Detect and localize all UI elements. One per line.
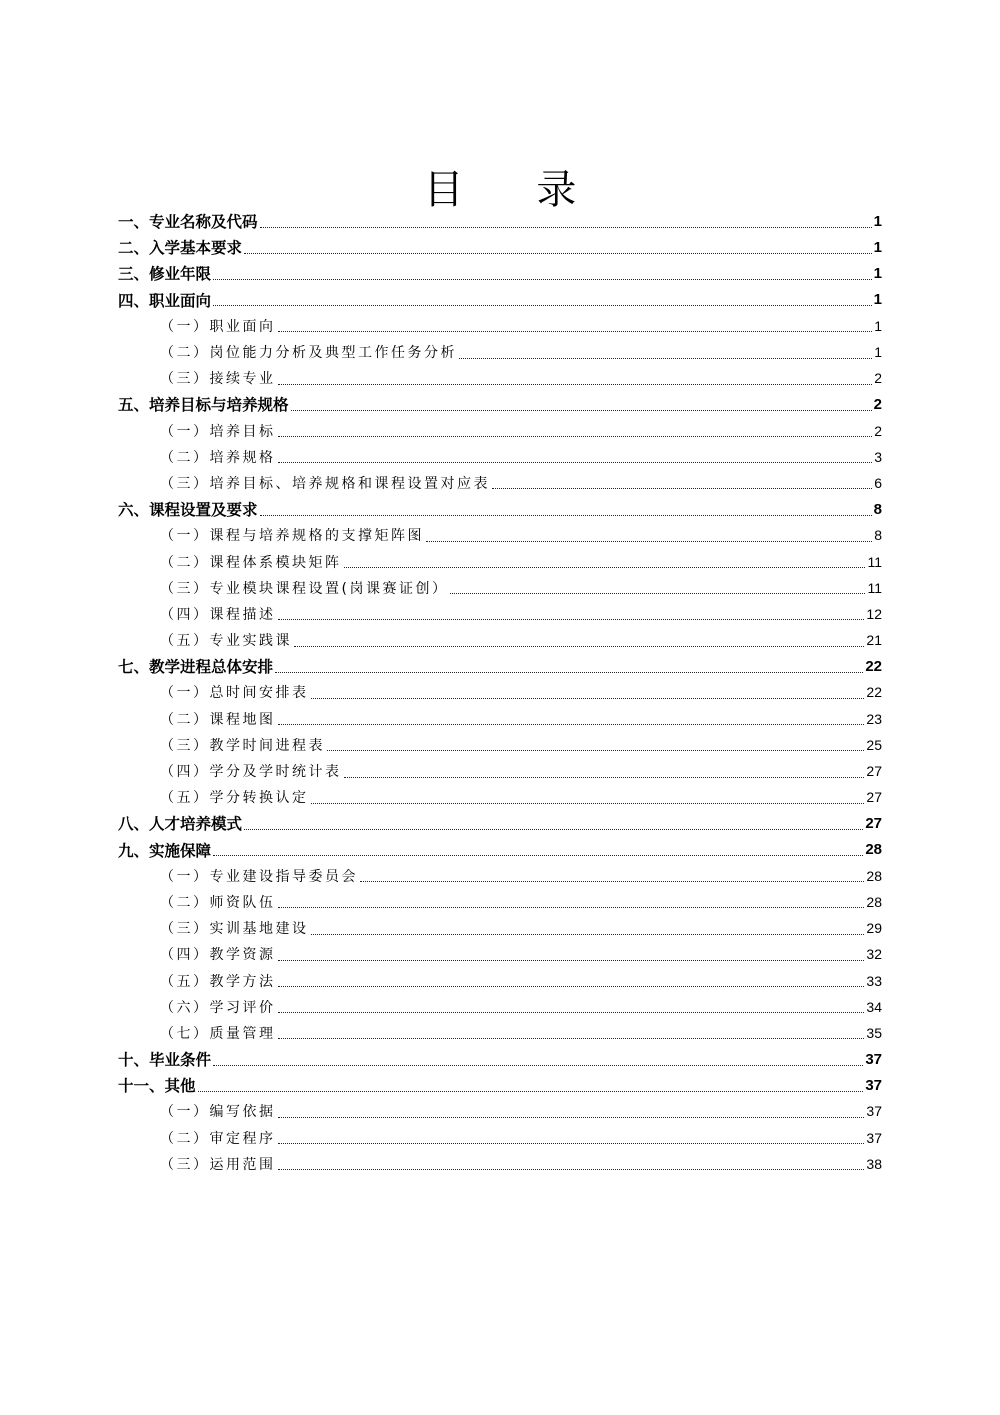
toc-section-entry[interactable] bbox=[118, 758, 882, 784]
toc-section-entry[interactable] bbox=[118, 915, 882, 941]
toc-section-entry[interactable] bbox=[118, 575, 882, 601]
toc-section-entry[interactable] bbox=[118, 784, 882, 810]
toc-page-number: 37 bbox=[865, 1050, 882, 1068]
toc-page-number: 23 bbox=[866, 710, 882, 727]
toc-chapter-entry[interactable] bbox=[118, 810, 882, 836]
toc-entry-label: （七）质量管理 bbox=[160, 1025, 276, 1042]
toc-section-entry[interactable] bbox=[118, 679, 882, 705]
toc-entry-label: （四）课程描述 bbox=[160, 606, 276, 623]
toc-chapter-entry[interactable] bbox=[118, 260, 882, 286]
toc-entry-label: （一）总时间安排表 bbox=[160, 685, 309, 702]
toc-page-number: 25 bbox=[866, 736, 882, 753]
toc-entry-label: 二、入学基本要求 bbox=[118, 239, 243, 258]
toc-dot-leader bbox=[260, 515, 872, 516]
toc-entry-label: （三）运用范围 bbox=[160, 1156, 276, 1173]
toc-entry-label: 五、培养目标与培养规格 bbox=[118, 396, 289, 415]
toc-dot-leader bbox=[278, 1117, 865, 1118]
toc-page-number: 37 bbox=[865, 1076, 882, 1094]
toc-dot-leader bbox=[260, 227, 872, 228]
toc-dot-leader bbox=[278, 619, 865, 620]
toc-dot-leader bbox=[311, 934, 865, 935]
toc-page-number: 22 bbox=[865, 657, 882, 675]
toc-page-number: 32 bbox=[866, 946, 882, 963]
toc-section-entry[interactable] bbox=[118, 365, 882, 391]
toc-chapter-entry[interactable] bbox=[118, 837, 882, 863]
toc-chapter-entry[interactable] bbox=[118, 287, 882, 313]
toc-entry-label: （二）课程体系模块矩阵 bbox=[160, 554, 342, 571]
toc-entry-label: （二）培养规格 bbox=[160, 449, 276, 466]
toc-dot-leader bbox=[278, 1143, 865, 1144]
toc-section-entry[interactable] bbox=[118, 863, 882, 889]
toc-section-entry[interactable] bbox=[118, 1151, 882, 1177]
toc-dot-leader bbox=[278, 960, 865, 961]
toc-entry-label: （五）学分转换认定 bbox=[160, 790, 309, 807]
toc-dot-leader bbox=[459, 358, 872, 359]
toc-page-number: 34 bbox=[866, 998, 882, 1015]
toc-entry-label: （三）培养目标、培养规格和课程设置对应表 bbox=[160, 475, 490, 492]
toc-page-number: 28 bbox=[865, 841, 882, 859]
toc-entry-label: （四）学分及学时统计表 bbox=[160, 764, 342, 781]
toc-entry-label: （四）教学资源 bbox=[160, 947, 276, 964]
toc-chapter-entry[interactable] bbox=[118, 496, 882, 522]
toc-entry-label: 一、专业名称及代码 bbox=[118, 213, 258, 232]
toc-dot-leader bbox=[327, 750, 864, 751]
toc-dot-leader bbox=[278, 986, 865, 987]
toc-section-entry[interactable] bbox=[118, 941, 882, 967]
toc-entry-label: （二）师资队伍 bbox=[160, 894, 276, 911]
toc-entry-label: （五）教学方法 bbox=[160, 973, 276, 990]
toc-dot-leader bbox=[278, 1038, 865, 1039]
toc-entry-label: （一）专业建设指导委员会 bbox=[160, 868, 358, 885]
toc-dot-leader bbox=[344, 777, 865, 778]
toc-section-entry[interactable] bbox=[118, 601, 882, 627]
toc-dot-leader bbox=[360, 881, 864, 882]
toc-page-number: 21 bbox=[866, 632, 882, 649]
toc-dot-leader bbox=[344, 567, 866, 568]
toc-entry-label: 七、教学进程总体安排 bbox=[118, 658, 274, 677]
toc-section-entry[interactable] bbox=[118, 1098, 882, 1124]
toc-page-number: 27 bbox=[866, 789, 882, 806]
toc-page-number: 3 bbox=[874, 448, 882, 465]
toc-dot-leader bbox=[450, 593, 865, 594]
toc-entry-label: （三）接续专业 bbox=[160, 371, 276, 388]
toc-entry-label: 八、人才培养模式 bbox=[118, 815, 243, 834]
toc-page-number: 1 bbox=[874, 344, 882, 361]
toc-chapter-entry[interactable] bbox=[118, 1046, 882, 1072]
toc-entry-label: （一）职业面向 bbox=[160, 318, 276, 335]
toc-dot-leader bbox=[291, 410, 872, 411]
toc-section-entry[interactable] bbox=[118, 1020, 882, 1046]
toc-dot-leader bbox=[294, 646, 864, 647]
toc-dot-leader bbox=[213, 1065, 863, 1066]
toc-dot-leader bbox=[275, 672, 863, 673]
toc-dot-leader bbox=[244, 253, 872, 254]
toc-dot-leader bbox=[311, 803, 865, 804]
toc-entry-label: （一）编写依据 bbox=[160, 1104, 276, 1121]
toc-entry-label: 六、课程设置及要求 bbox=[118, 501, 258, 520]
toc-page-number: 28 bbox=[866, 893, 882, 910]
toc-section-entry[interactable] bbox=[118, 418, 882, 444]
toc-section-entry[interactable] bbox=[118, 339, 882, 365]
toc-entry-label: （二）课程地图 bbox=[160, 711, 276, 728]
toc-entry-label: 三、修业年限 bbox=[118, 265, 212, 284]
toc-dot-leader bbox=[278, 384, 873, 385]
toc-section-entry[interactable] bbox=[118, 967, 882, 993]
toc-entry-label: （三）实训基地建设 bbox=[160, 921, 309, 938]
toc-page-number: 2 bbox=[874, 370, 882, 387]
toc-chapter-entry[interactable] bbox=[118, 208, 882, 234]
toc-dot-leader bbox=[278, 1012, 865, 1013]
toc-section-entry[interactable] bbox=[118, 522, 882, 548]
toc-page-number: 27 bbox=[866, 763, 882, 780]
toc-page-number: 11 bbox=[867, 579, 882, 596]
toc-dot-leader bbox=[311, 698, 865, 699]
toc-page-number: 22 bbox=[866, 684, 882, 701]
toc-page-number: 29 bbox=[866, 920, 882, 937]
toc-dot-leader bbox=[278, 331, 873, 332]
toc-page-number: 8 bbox=[874, 527, 882, 544]
toc-dot-leader bbox=[278, 907, 865, 908]
toc-page-number: 2 bbox=[873, 395, 882, 413]
toc-page-number: 12 bbox=[866, 605, 882, 622]
toc-dot-leader bbox=[198, 1091, 864, 1092]
toc-chapter-entry[interactable] bbox=[118, 391, 882, 417]
toc-chapter-entry[interactable] bbox=[118, 1072, 882, 1098]
toc-dot-leader bbox=[492, 488, 872, 489]
toc-page-number: 37 bbox=[866, 1103, 882, 1120]
toc-dot-leader bbox=[278, 1169, 865, 1170]
toc-page-number: 27 bbox=[865, 814, 882, 832]
toc-entry-label: （一）培养目标 bbox=[160, 423, 276, 440]
table-of-contents bbox=[118, 208, 882, 1177]
toc-page-number: 37 bbox=[866, 1129, 882, 1146]
toc-page-number: 1 bbox=[873, 291, 882, 309]
toc-entry-label: 四、职业面向 bbox=[118, 291, 212, 310]
toc-dot-leader bbox=[244, 829, 863, 830]
toc-entry-label: （一）课程与培养规格的支撑矩阵图 bbox=[160, 528, 424, 545]
toc-dot-leader bbox=[213, 855, 863, 856]
toc-dot-leader bbox=[278, 724, 865, 725]
toc-chapter-entry[interactable] bbox=[118, 234, 882, 260]
toc-entry-label: （三）教学时间进程表 bbox=[160, 737, 325, 754]
toc-page-number: 1 bbox=[873, 238, 882, 256]
toc-section-entry[interactable] bbox=[118, 627, 882, 653]
toc-page-number: 38 bbox=[866, 1155, 882, 1172]
toc-chapter-entry[interactable] bbox=[118, 653, 882, 679]
toc-page-number: 33 bbox=[866, 972, 882, 989]
toc-section-entry[interactable] bbox=[118, 994, 882, 1020]
toc-section-entry[interactable] bbox=[118, 706, 882, 732]
toc-entry-label: 十、毕业条件 bbox=[118, 1051, 212, 1070]
toc-page-number: 1 bbox=[873, 264, 882, 282]
toc-entry-label: （二）岗位能力分析及典型工作任务分析 bbox=[160, 345, 457, 362]
toc-page-number: 11 bbox=[867, 553, 882, 570]
toc-dot-leader bbox=[213, 279, 872, 280]
toc-section-entry[interactable] bbox=[118, 313, 882, 339]
toc-dot-leader bbox=[426, 541, 872, 542]
toc-page-number: 35 bbox=[866, 1024, 882, 1041]
toc-section-entry[interactable] bbox=[118, 889, 882, 915]
toc-entry-label: 十一、其他 bbox=[118, 1077, 196, 1096]
toc-page-number: 1 bbox=[874, 317, 882, 334]
toc-section-entry[interactable] bbox=[118, 548, 882, 574]
toc-page-number: 2 bbox=[874, 422, 882, 439]
toc-page-number: 8 bbox=[873, 500, 882, 518]
toc-page-number: 1 bbox=[873, 212, 882, 230]
toc-section-entry[interactable] bbox=[118, 470, 882, 496]
toc-dot-leader bbox=[278, 462, 873, 463]
toc-entry-label: （五）专业实践课 bbox=[160, 633, 292, 650]
toc-dot-leader bbox=[213, 305, 872, 306]
toc-page-number: 6 bbox=[874, 474, 882, 491]
page-title: 目 录 bbox=[423, 166, 607, 213]
toc-entry-label: 九、实施保障 bbox=[118, 841, 212, 860]
toc-entry-label: （三）专业模块课程设置(岗课赛证创） bbox=[160, 580, 449, 597]
toc-dot-leader bbox=[278, 436, 873, 437]
toc-section-entry[interactable] bbox=[118, 444, 882, 470]
toc-entry-label: （二）审定程序 bbox=[160, 1130, 276, 1147]
toc-section-entry[interactable] bbox=[118, 1125, 882, 1151]
toc-section-entry[interactable] bbox=[118, 732, 882, 758]
toc-entry-label: （六）学习评价 bbox=[160, 999, 276, 1016]
toc-page-number: 28 bbox=[866, 867, 882, 884]
